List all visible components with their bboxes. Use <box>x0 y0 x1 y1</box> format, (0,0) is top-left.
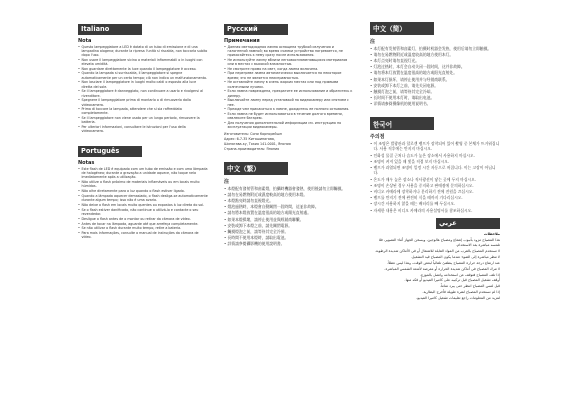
note-item: • 비디오 카메라에 장착하거나 분리하기 전에 전원을 끄십시오. <box>370 189 500 194</box>
manufacturer-line: Изготовитель: Сони Корпорейшн <box>224 132 282 137</box>
note-item: • 安裝或卸下本燈之前，請先關閉電源。 <box>224 223 354 228</box>
note-item: • 장시간 사용하지 않을 때는 배터리를 빼 두십시오. <box>370 201 500 206</box>
note-item: إذا لم تستخدم المصباح لفترة طويلة فأخرج البطارية. <box>422 290 500 295</box>
note-item: • Spegnere il lampeggiatore prima di montarlo o di rimuoverlo dalla videocamera. <box>78 98 208 106</box>
note-item: • Antes de tocar na lâmpada, aguarde até que arrefeça completamente. <box>78 222 208 226</box>
manufacturer-line: Страна-производитель: Япония <box>224 147 280 152</box>
note-item: • Não deixe o flash em locais muito quentes ou expostos à luz direta do sol. <box>78 203 208 207</box>
notes-list-korean <box>370 141 500 213</box>
note-item: • 램프를 만지기 전에 완전히 식을 때까지 기다리십시오. <box>370 195 500 200</box>
note-item: • 燈泡過熱時，本燈會自動關閉一段時間，這並非故障。 <box>224 204 354 209</box>
note-item: • Não utilize o flash próximo de materiais inflamáveis ou em locais muito húmidos. <box>78 180 208 188</box>
note-item: • 灯泡过热时，本灯会自动关闭一段时间，这并非故障。 <box>370 64 500 69</box>
note-item: • Если лампа повреждена, прекратите ее использование и обратитесь к дилеру. <box>224 89 354 97</box>
note-item: • Не оставляйте лампу в очень жарких местах или под прямыми солнечными лучами. <box>224 80 354 88</box>
note-item: • Прежде чем прикасаться к лампе, дождитесь ее полного остывания. <box>224 107 354 111</box>
note-item: • Se não utilizar o flash durante muito tempo, retire a bateria. <box>78 226 208 230</box>
note-item: • Desligue o flash antes de o montar ou retirar da câmara de vídeo. <box>78 217 208 221</box>
note-item: • 조명이 손상된 경우 사용을 중지하고 판매점에 문의하십시오. <box>370 183 500 188</box>
note-item: إذا تلف المصباح فتوقف عن استخدامه واتصل بالموزع. <box>419 272 500 277</box>
note-item: • 安装或卸下本灯之前，请先关闭电源。 <box>370 83 500 88</box>
note-item: • 觸摸燈泡之前，請等待其完全冷卻。 <box>224 229 354 234</box>
note-item: • Quando la lampada si surriscalda, il lampeggiatore si spegne automaticamente per un certo tempo; ciò non indica un malfunzionamento. <box>78 71 208 79</box>
notes-title-portuguese: Notas <box>78 159 95 166</box>
manufacturer-line: Адрес: 6-7-35 Киташинагава, <box>224 137 275 142</box>
note-item: • Se o flash estiver danificado, não continue a utilizá-lo e contacte o seu revendedor. <box>78 208 208 216</box>
notes-list-russian <box>224 45 354 130</box>
column-left <box>78 16 208 240</box>
note-item: • Non usare il lampeggiatore vicino a materiali infiammabili o in luoghi con elevata umidità. <box>78 58 208 66</box>
note-item: لا تنظر مباشرة إلى الضوء عندما يكون المصباح قيد التشغيل. <box>410 254 500 259</box>
section-header-arabic: عربي <box>436 218 500 229</box>
notes-title-italian: Nota <box>78 37 92 44</box>
column-right <box>370 16 500 302</box>
note-item: • Se il lampeggiatore non viene usato per un lungo periodo, rimuovere la batteria. <box>78 116 208 124</box>
column-middle <box>224 16 354 248</box>
note-item: • Для получения дополнительной информации см. инструкцию по эксплуатации видеокамеры. <box>224 121 354 129</box>
note-item: • 本燈點亮時請勿直視燈光。 <box>224 198 354 203</box>
section-header-chinese-traditional: 中文（繁） <box>224 162 288 175</box>
note-item: • 长时间不使用本灯时，请取出电池。 <box>370 95 500 100</box>
notes-list-chinese-traditional <box>224 186 354 247</box>
section-header-portuguese: Português <box>78 146 142 157</box>
note-item: • Non lasciare il lampeggiatore in luoghi molto caldi o esposto alla luce diretta del sole. <box>78 80 208 88</box>
notes-list-chinese-simplified <box>370 46 500 107</box>
notes-list-italian <box>78 45 208 134</box>
note-item: • 请勿将本灯放置在温度很高的地方或阳光直射处。 <box>370 70 500 75</box>
manufacturer-line: Шинагава-ку, Токио 141-0001, Япония <box>224 142 291 147</box>
note-item: • Не смотрите прямо на свет, когда лампа включена. <box>224 67 354 71</box>
note-item: • 請勿在易燃物附近或濕度較高的地方使用本燈。 <box>224 192 354 197</box>
note-item: • 자세한 내용은 비디오 카메라의 사용설명서를 참조하십시오. <box>370 208 500 213</box>
note-item: • 詳情請參閱攝影機的使用說明書。 <box>224 241 354 246</box>
note-item: • 详情请参阅摄像机的使用说明书。 <box>370 101 500 106</box>
notes-title-korean: 주의점 <box>370 134 385 141</box>
note-item: • 온도가 매우 높은 장소나 직사광선이 닿는 곳에 두지 마십시오. <box>370 177 500 182</box>
note-item: • Quando a lâmpada aquecer demasiado, o flash desliga-se automaticamente durante algum tempo; isso não é uma avaria. <box>78 194 208 202</box>
section-header-russian: Русский <box>224 24 288 35</box>
note-item: • Para mais informações, consulte o manual de instruções da câmara de vídeo. <box>78 231 208 239</box>
section-header-italian: Italiano <box>78 24 142 35</box>
note-item: • 本燈配有發射管和鹵素燈，拍攝時機器會發熱，使用後請勿立即觸摸。 <box>224 186 354 191</box>
note-item: • Questo lampeggiatore a LED è dotato di un tubo di emissione e di una lampadina alogena; durante la ripresa l'unità si riscalda, non toccarla subito dopo l'uso. <box>78 45 208 57</box>
section-header-chinese-simplified: 中文（简） <box>370 22 434 35</box>
notes-list-portuguese <box>78 167 208 240</box>
note-item: عند ارتفاع درجة حرارة المصباح ينطفئ تلقائياً لبعض الوقت، وهذا ليس عطلاً. <box>386 260 500 265</box>
notes-title-chinese-traditional: 注 <box>224 178 230 185</box>
note-item: • 如果本燈損壞，請停止使用並與經銷商聯繫。 <box>224 217 354 222</box>
manufacturer-info <box>224 132 354 151</box>
note-item: لا تستخدم المصباح بالقرب من المواد القابلة للاشتعال أو في الأماكن شديدة الرطوبة. <box>374 248 500 253</box>
note-item: • 램프가 과열되면 조명이 일정 시간 자동으로 꺼집니다. 이는 고장이 아닙니다. <box>370 165 500 176</box>
note-item: • Não olhe diretamente para a luz quando o flash estiver ligado. <box>78 189 208 193</box>
note-item: • Non guardare direttamente la luce quando il lampeggiatore è acceso. <box>78 67 208 71</box>
note-item: • 触摸灯泡之前，请等待其完全冷却。 <box>370 89 500 94</box>
note-item: • Если лампа не будет использоваться в течение долгого времени, извлеките батарею. <box>224 112 354 120</box>
note-item: • Выключайте лампу перед установкой на видеокамеру или снятием с нее. <box>224 98 354 106</box>
note-item: • 本灯配有发射管和卤素灯，拍摄时机器会发热，使用后请勿立即触摸。 <box>370 46 500 51</box>
note-item: • 조명이 켜져 있을 때 빛을 직접 보지 마십시오. <box>370 159 500 164</box>
note-item: • Per ulteriori informazioni, consultare le istruzioni per l'uso della videocamera. <box>78 125 208 133</box>
note-item: • 인화성 물질 근처나 습도가 높은 장소에서 사용하지 마십시오. <box>370 153 500 158</box>
note-item: • 請勿將本燈放置在溫度很高的地方或陽光直射處。 <box>224 210 354 215</box>
note-item: • 如果本灯损坏，请停止使用并与经销商联系。 <box>370 77 500 82</box>
note-item: لمزيد من المعلومات راجع تعليمات تشغيل كاميرا الفيديو. <box>416 296 500 301</box>
notes-title-russian: Примечания <box>224 37 260 44</box>
note-item: • Se il lampeggiatore è danneggiato, non continuare a usarlo e rivolgersi al rivenditore. <box>78 89 208 97</box>
note-item: • Данная светодиодная лампа оснащена трубкой излучения и галогенной лампой; во время съемки устройство нагревается, не прикасайтесь к нему сразу после использования. <box>224 45 354 57</box>
note-item: هذا المصباح مزود بأنبوب إشعاع ومصباح هالوجين، ويسخن الجهاز أثناء التصوير، فلا تلمسه مباشرة بعد الاستخدام. <box>378 237 500 248</box>
note-item: أوقف تشغيل المصباح قبل تركيبه على كاميرا الفيديو أو فكه منها. <box>404 278 500 283</box>
note-item: • 이 조명은 발광관과 할로겐 램프가 장착되어 있어 촬영 중 본체가 뜨거워집니다. 사용 직후에는 만지지 마십시오. <box>370 141 500 152</box>
section-header-korean: 한국어 <box>370 117 434 130</box>
notes-title-chinese-simplified: 注 <box>370 38 376 45</box>
note-item: قبل لمس المصباح انتظر حتى يبرد تماماً. <box>439 284 500 289</box>
note-item: • Este flash de LED é equipado com um tubo de emissão e com uma lâmpada de halogéneo; durante a gravação a unidade aquece, não toque nela imediatamente após a utilização. <box>78 167 208 179</box>
note-item: • При перегреве лампа автоматически выключается на некоторое время; это не является неисправностью. <box>224 71 354 79</box>
notes-list-arabic <box>370 238 500 301</box>
note-item: • 本灯点亮时请勿直视灯光。 <box>370 58 500 63</box>
note-item: • Prima di toccare la lampada, attendere che si sia raffreddata completamente. <box>78 107 208 115</box>
note-item: • Не используйте лампу вблизи легковоспламеняющихся материалов или в местах с высокой влажностью. <box>224 58 354 66</box>
note-item: • 请勿在易燃物附近或湿度较高的地方使用本灯。 <box>370 52 500 57</box>
note-item: لا تترك المصباح في أماكن شديدة الحرارة أو معرضة لأشعة الشمس المباشرة. <box>384 266 500 271</box>
note-item: • 長時間不使用本燈時，請取出電池。 <box>224 235 354 240</box>
notes-title-arabic: ملاحظات <box>483 231 500 236</box>
